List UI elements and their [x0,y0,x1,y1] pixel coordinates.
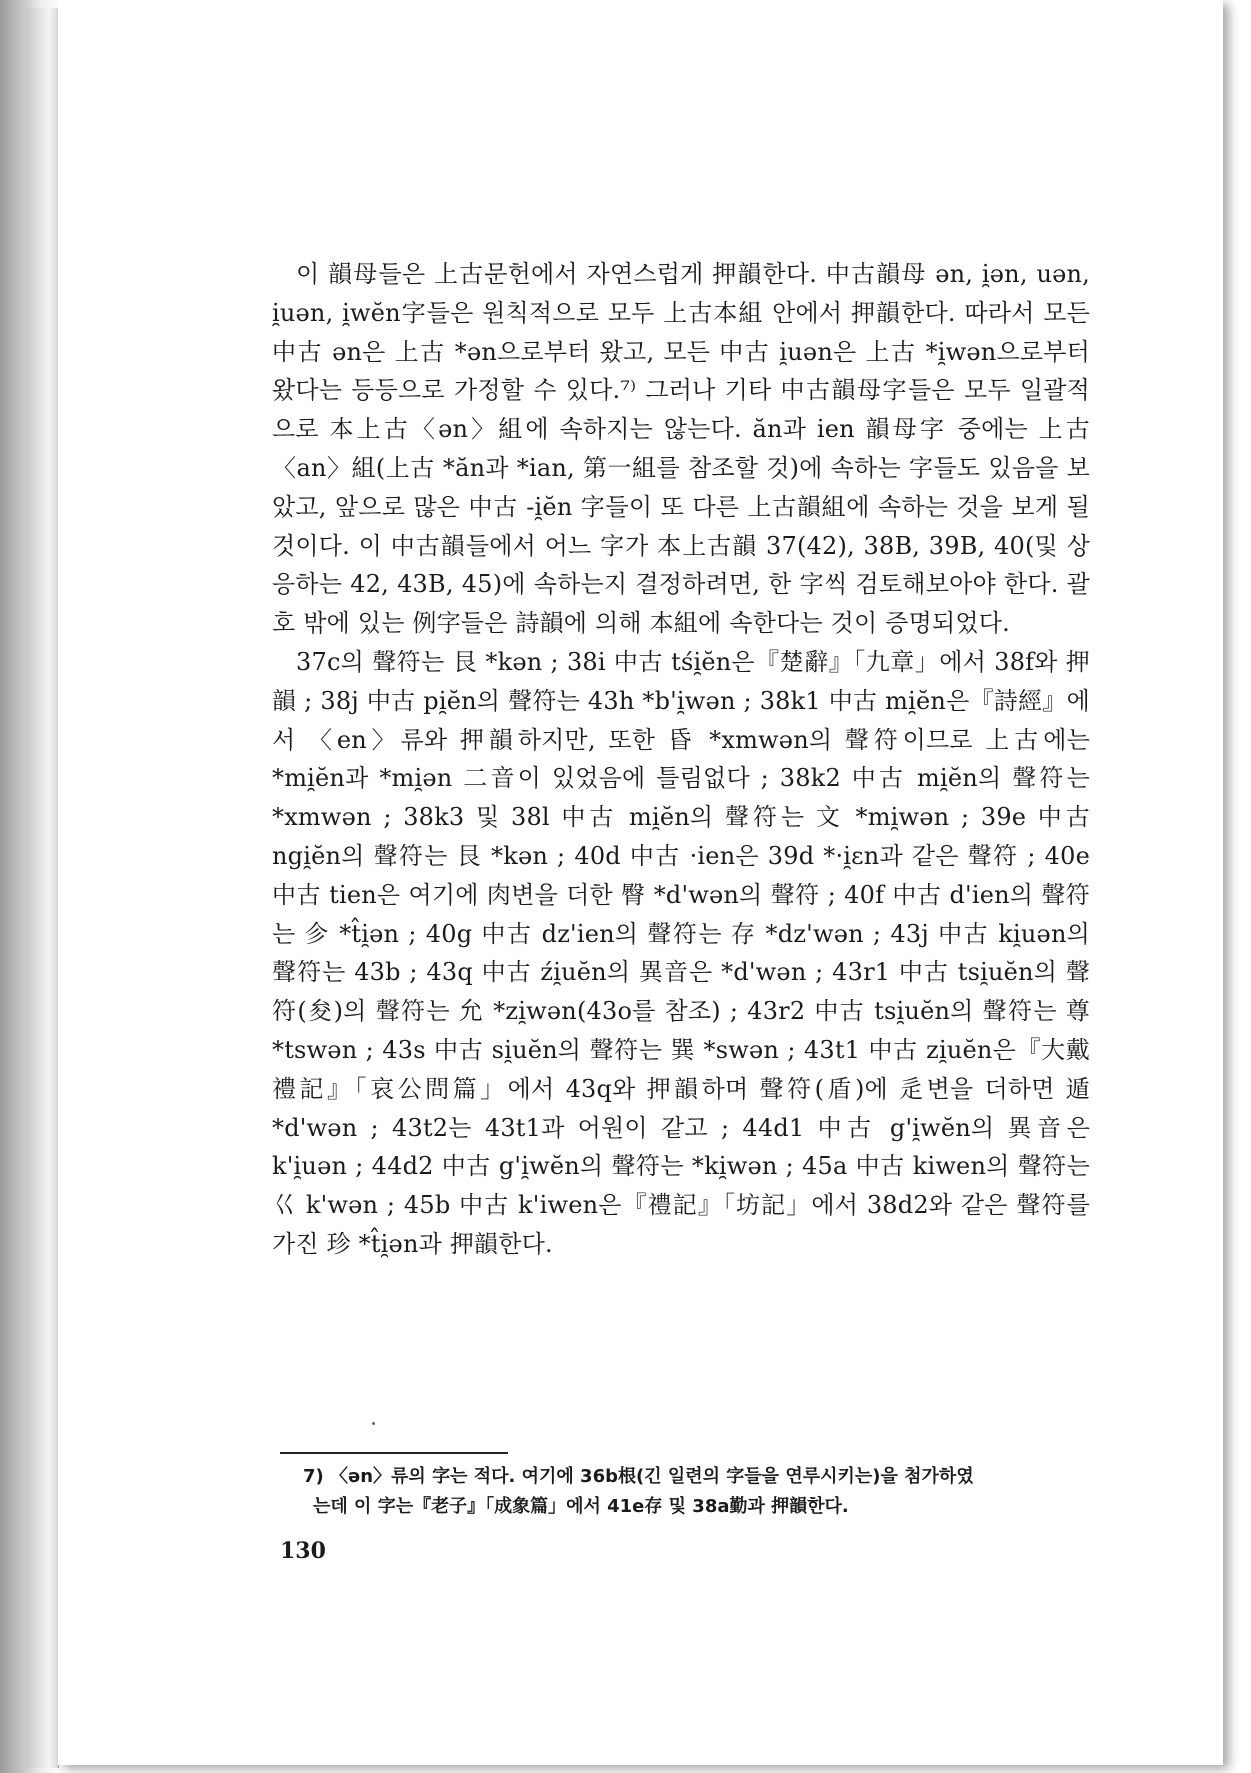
footnote-divider [280,1452,508,1454]
page-number: 130 [280,1538,326,1564]
speck [372,1422,375,1425]
page-stack-edge [26,8,59,1768]
footnote-line-2: 는데 이 字는『老子』「成象篇」에서 41e存 및 38a勤과 押韻한다. [313,1496,849,1517]
main-text [272,255,1090,1264]
paragraph-2: 37c의 聲符는 艮 *kən ; 38i 中古 tśi̯ĕn은『楚辭』「九章」에서 38f와 押韻 ; 38j 中古 pi̯ĕn의 聲符는 43h *b'i̯wən ; 38k1 中古 mi̯ĕn은『詩經』에서 〈en〉류와 押韻하지만, 또한 昏 *xmwən의 聲符이므로 上古에는 *mi̯ĕn과 *mi̯ən 二音이 있었음에 틀림없다 ; 38k2 中古 mi̯ĕn의 聲符는 *xmwən ; 38k3 및 38l 中古 mi̯ĕn의 聲符는 文 *mi̯wən ; 39e 中古 ngi̯ĕn의 聲符는 艮 *kən ; 40d 中古 ·ien은 39d *·i̯ɛn과 같은 聲符 ; 40e 中古 tien은 여기에 肉변을 더한 臀 *d'wən의 聲符 ; 40f 中古 d'ien의 聲符는 㐱 *t̂i̯ən ; 40g 中古 dz'ien의 聲符는 存 *dz'wən ; 43j 中古 ki̯uən의 聲符는 43b ; 43q 中古 źi̯uĕn의 異音은 *d'wən ; 43r1 中古 tsi̯uĕn의 聲符(夋)의 聲符는 允 *zi̯wən(43o를 참조) ; 43r2 中古 tsi̯uĕn의 聲符는 尊 *tswən ; 43s 中古 si̯uĕn의 聲符는 巽 *swən ; 43t1 中古 zi̯uĕn은『大戴禮記』「哀公問篇」에서 43q와 押韻하며 聲符(盾)에 辵변을 더하면 遁 *d'wən ; 43t2는 43t1과 어원이 같고 ; 44d1 中古 g'i̯wĕn의 異音은 k'i̯uən ; 44d2 中古 g'i̯wĕn의 聲符는 *ki̯wən ; 45a 中古 kiwen의 聲符는 巜 k'wən ; 45b 中古 k'iwen은『禮記』「坊記」에서 38d2와 같은 聲符를 가진 珍 *t̂i̯ən과 押韻한다. [272,647,1090,1258]
paragraph-1: 이 韻母들은 上古문헌에서 자연스럽게 押韻한다. 中古韻母 ən, i̯ən, uən, i̯uən, i̯wĕn字들은 원칙적으로 모두 上古本組 안에서 押韻한다. 따라서 모든 中古 ən은 上古 *ən으로부터 왔고, 모든 中古 i̯uən은 上古 *i̯wən으로부터 왔다는 등등으로 가정할 수 있다.⁷⁾ 그러나 기타 中古韻母字들은 모두 일괄적으로 本上古〈ən〉組에 속하지는 않는다. ăn과 ien 韻母字 중에는 上古〈an〉組(上古 *ăn과 *ian, 第一組를 참조할 것)에 속하는 字들도 있음을 보았고, 앞으로 많은 中古 -i̯ĕn 字들이 또 다른 上古韻組에 속하는 것을 보게 될 것이다. 이 中古韻들에서 어느 字가 本上古韻 37(42), 38B, 39B, 40(및 상응하는 42, 43B, 45)에 속하는지 결정하려면, 한 字씩 검토해보아야 한다. 괄호 밖에 있는 例字들은 詩韻에 의해 本組에 속한다는 것이 증명되었다. [272,260,1090,638]
footnote-line-1: 7) 〈ən〉류의 字는 적다. 여기에 36b根(긴 일련의 字들을 연루시키는)을 첨가하였 [303,1466,974,1487]
footnote [303,1462,1093,1522]
